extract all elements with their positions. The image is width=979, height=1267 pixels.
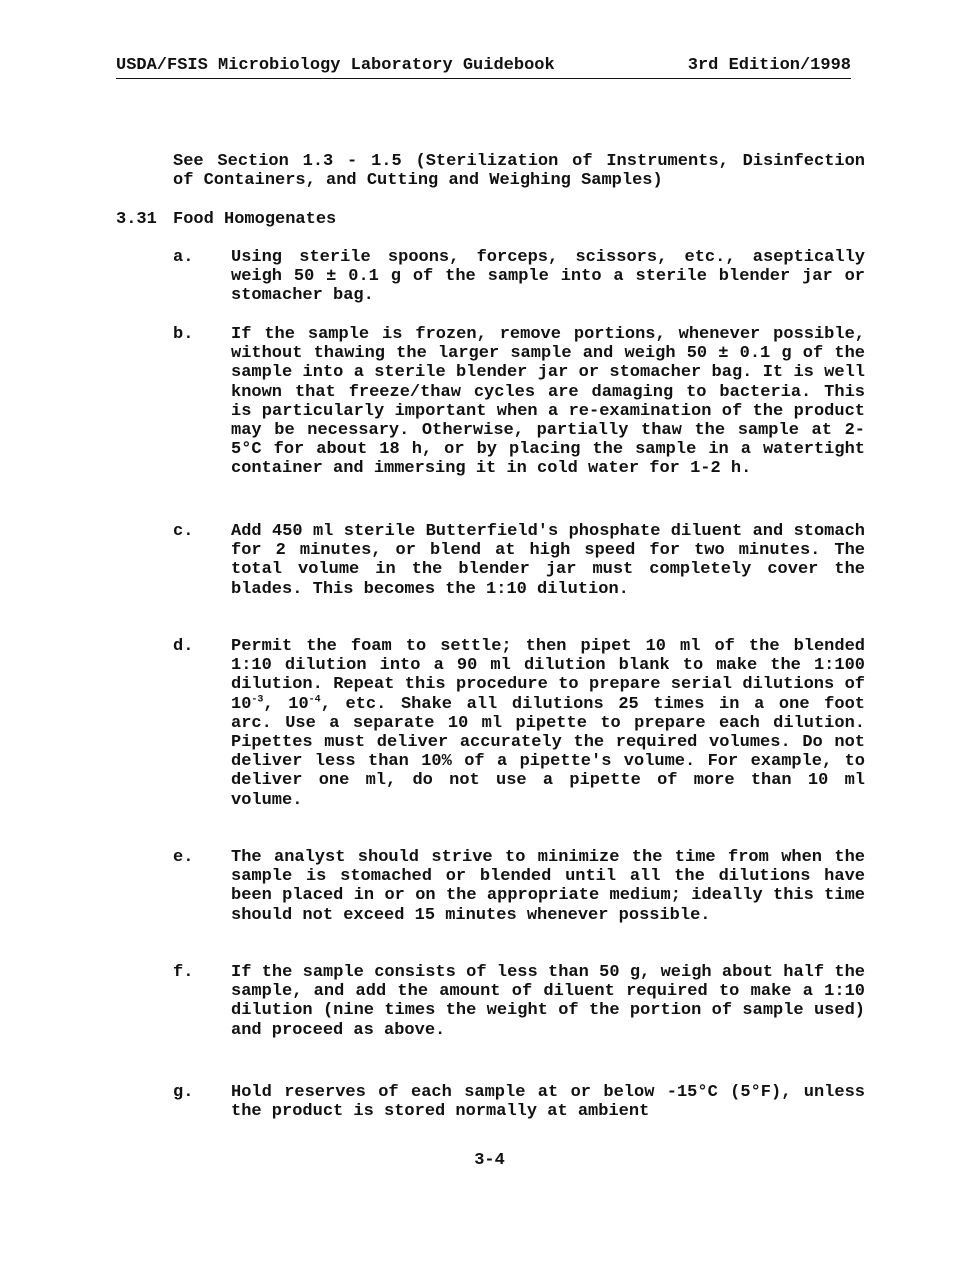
- item-letter: d.: [173, 637, 194, 656]
- page-number: 3-4: [474, 1151, 505, 1170]
- exponent: -3: [251, 693, 264, 705]
- item-text: Add 450 ml sterile Butterfield's phosphate diluent and stomach for 2 minutes, or blend at high speed for two minutes. The total volume in the blender jar must completely cover the blades. This becomes the 1:10 dilution.: [231, 522, 865, 599]
- page-header: [116, 56, 851, 79]
- section-title: Food Homogenates: [173, 210, 337, 229]
- section-number: 3.31: [116, 210, 157, 229]
- edition-label: 3rd Edition/1998: [687, 56, 851, 75]
- item-text: [231, 637, 865, 810]
- item-text: If the sample is frozen, remove portions, whenever possible, without thawing the larger sample and weigh 50 ± 0.1 g of the sample into a sterile blender jar or stomacher bag. It is well known that freeze/thaw cycles are damaging to bacteria. This is particularly important when a re-examination of the product may be necessary. Otherwise, partially thaw the sample at 2-5°C for about 18 h, or by placing the sample in a watertight container and immersing it in cold water for 1-2 h.: [231, 325, 865, 479]
- list-item-d: [173, 637, 865, 810]
- item-text: Hold reserves of each sample at or below -15°C (5°F), unless the product is stored normally at ambient: [231, 1083, 865, 1122]
- item-text-part: Permit the foam to settle; then pipet 10 ml of the blended 1:10 dilution into a 90 ml dilution blank to make the 1:100 dilution. Repeat this procedure to prepare serial dilutions of 10: [231, 637, 865, 714]
- item-text: The analyst should strive to minimize the time from when the sample is stomached or blended until all the dilutions have been placed in or on the appropriate medium; ideally this time should not exceed 15 minutes whenever possible.: [231, 848, 865, 925]
- item-letter: c.: [173, 522, 194, 541]
- list-item-g: [173, 1083, 865, 1121]
- list-item-e: [173, 848, 865, 925]
- list-item-a: [173, 248, 865, 306]
- section-heading: [116, 210, 336, 229]
- item-letter: e.: [173, 848, 194, 867]
- item-text-part: , 10: [263, 694, 309, 714]
- list-item-f: [173, 963, 865, 1040]
- list-item-c: [173, 522, 865, 599]
- item-text-part: , etc. Shake all dilutions 25 times in a one foot arc. Use a separate 10 ml pipette to prepare each dilution. Pipettes must deliver accurately the required volumes. Do not deliver less than 10% of a pipette's volume. For example, to deliver one ml, do not use a pipette of more than 10 ml volume.: [231, 694, 865, 810]
- guidebook-title: USDA/FSIS Microbiology Laboratory Guidebook: [116, 56, 555, 75]
- item-letter: g.: [173, 1083, 194, 1102]
- exponent: -4: [308, 693, 321, 705]
- item-letter: b.: [173, 325, 194, 344]
- see-section-reference: See Section 1.3 - 1.5 (Sterilization of Instruments, Disinfection of Containers, and Cutting and Weighing Samples): [173, 152, 865, 191]
- list-item-b: [173, 325, 865, 479]
- item-letter: f.: [173, 963, 194, 982]
- item-letter: a.: [173, 248, 194, 267]
- item-text: If the sample consists of less than 50 g, weigh about half the sample, and add the amount of diluent required to make a 1:10 dilution (nine times the weight of the portion of sample used) and proceed as above.: [231, 963, 865, 1040]
- item-text: Using sterile spoons, forceps, scissors, etc., aseptically weigh 50 ± 0.1 g of the sample into a sterile blender jar or stomacher bag.: [231, 248, 865, 306]
